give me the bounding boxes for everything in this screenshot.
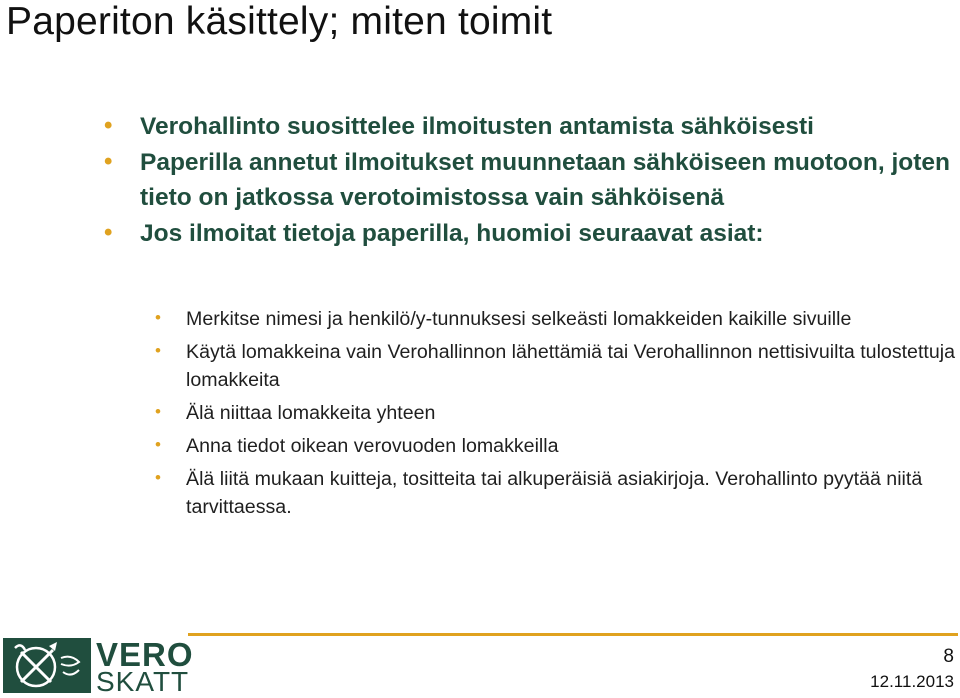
logo-text-vero: VERO xyxy=(96,636,194,673)
list-item xyxy=(155,465,955,521)
list-item xyxy=(104,109,954,144)
sub-bullet-list xyxy=(155,305,955,526)
list-item xyxy=(104,216,954,251)
list-item xyxy=(155,338,955,394)
bullet-dot-icon: • xyxy=(155,435,161,454)
bullet-dot-icon: • xyxy=(104,112,113,139)
list-item xyxy=(155,399,955,427)
vero-skatt-logo xyxy=(3,636,194,697)
bullet-dot-icon: • xyxy=(155,402,161,421)
list-item-text: Merkitse nimesi ja henkilö/y-tunnuksesi selkeästi lomakkeiden kaikille sivuille xyxy=(186,308,852,330)
list-item-text: Älä niittaa lomakkeita yhteen xyxy=(186,402,436,424)
bullet-dot-icon: • xyxy=(155,341,161,360)
logo-text-skatt: SKATT xyxy=(96,666,190,697)
list-item-text: Jos ilmoitat tietoja paperilla, huomioi seuraavat asiat: xyxy=(140,220,764,247)
bullet-dot-icon: • xyxy=(104,148,113,175)
list-item xyxy=(155,305,955,333)
list-item-text: Paperilla annetut ilmoitukset muunnetaan sähköiseen muotoon, joten tieto on jatkossa verotoimistossa vain sähköisenä xyxy=(140,149,950,211)
list-item-text: Anna tiedot oikean verovuoden lomakkeilla xyxy=(186,435,559,457)
bullet-dot-icon: • xyxy=(155,468,161,487)
bullet-dot-icon: • xyxy=(155,308,161,327)
slide-title: Paperiton käsittely; miten toimit xyxy=(6,0,553,43)
list-item xyxy=(104,145,954,215)
slide-date: 12.11.2013 xyxy=(870,672,954,691)
main-bullet-list xyxy=(104,109,954,252)
crossed-tools-emblem-icon xyxy=(3,638,91,693)
footer-divider xyxy=(188,633,958,636)
page-number: 8 xyxy=(943,646,954,667)
list-item-text: Verohallinto suosittelee ilmoitusten antamista sähköisesti xyxy=(140,113,814,140)
list-item xyxy=(155,432,955,460)
list-item-text: Älä liitä mukaan kuitteja, tositteita tai alkuperäisiä asiakirjoja. Verohallinto pyytää niitä tarvittaessa. xyxy=(186,468,923,518)
bullet-dot-icon: • xyxy=(104,219,113,246)
list-item-text: Käytä lomakkeina vain Verohallinnon lähettämiä tai Verohallinnon nettisivuilta tulostettuja lomakkeita xyxy=(186,341,955,391)
